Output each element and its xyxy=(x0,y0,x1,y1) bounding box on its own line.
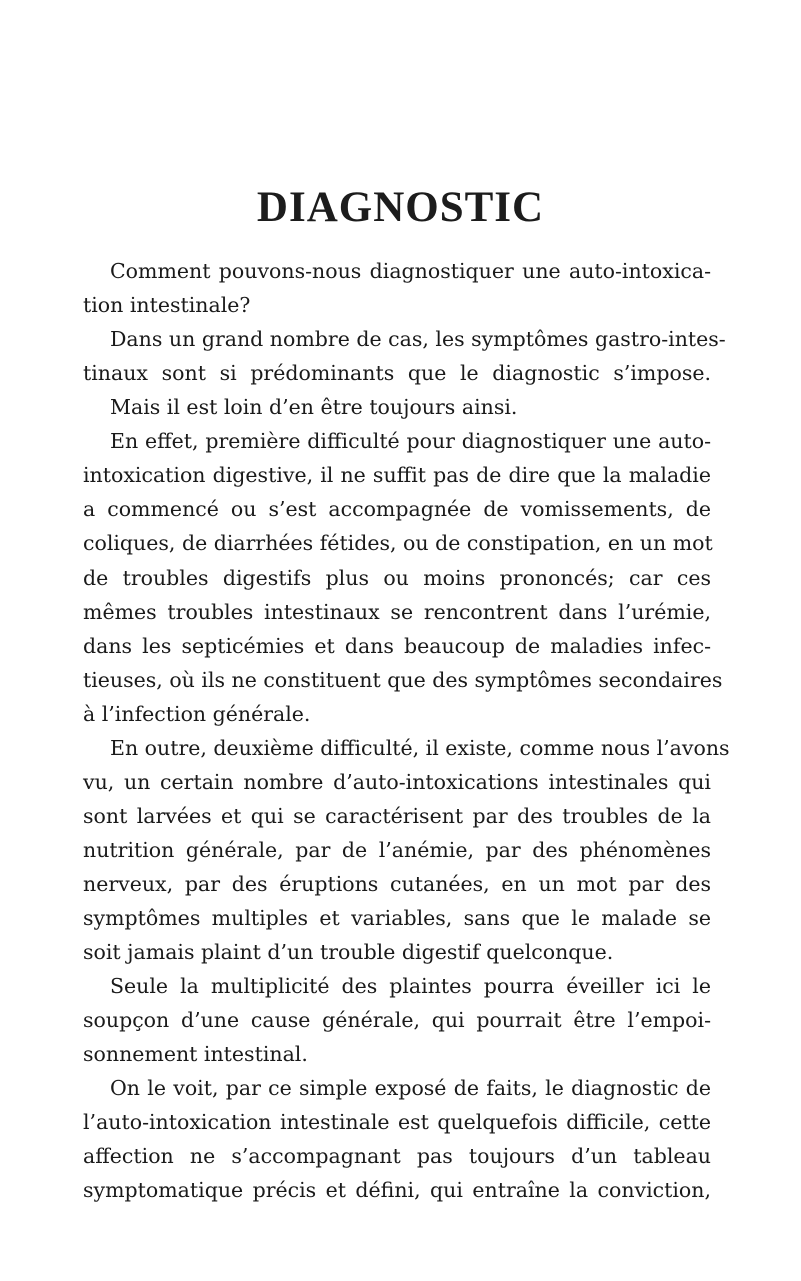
text-line: On le voit, par ce simple exposé de faits, le diagnostic de xyxy=(110,1076,711,1101)
text-line: tion intestinale? xyxy=(83,293,251,318)
text-line: tinaux sont si prédominants que le diagnostic s’impose. xyxy=(83,361,711,386)
text-line: En outre, deuxième difficulté, il existe, comme nous l’avons xyxy=(110,735,730,760)
text-line: l’auto-intoxication intestinale est quelquefois difficile, cette xyxy=(83,1110,711,1135)
text-line: coliques, de diarrhées fétides, ou de constipation, en un mot xyxy=(83,531,713,556)
text-line: à l’infection générale. xyxy=(83,701,311,726)
text-line: Mais il est loin d’en être toujours ainsi. xyxy=(110,395,518,420)
text-line: de troubles digestifs plus ou moins prononcés; car ces xyxy=(83,565,711,590)
chapter-title: DIAGNOSTIC xyxy=(256,184,545,231)
text-line: dans les septicémies et dans beaucoup de maladies infec- xyxy=(83,633,711,658)
text-line: mêmes troubles intestinaux se rencontrent dans l’urémie, xyxy=(83,599,711,624)
text-line: tieuses, où ils ne constituent que des symptômes secondaires xyxy=(83,667,723,692)
text-line: nerveux, par des éruptions cutanées, en un mot par des xyxy=(83,871,711,896)
text-line: vu, un certain nombre d’auto-intoxications intestinales qui xyxy=(83,769,711,794)
text-line: Comment pouvons-nous diagnostiquer une auto-intoxica- xyxy=(110,259,711,283)
text-line: nutrition générale, par de l’anémie, par des phénomènes xyxy=(83,837,711,862)
text-line: affection ne s’accompagnant pas toujours d’un tableau xyxy=(83,1144,711,1169)
text-line: a commencé ou s’est accompagnée de vomissements, de xyxy=(83,497,711,522)
text-line: intoxication digestive, il ne suffit pas de dire que la maladie xyxy=(83,463,711,488)
text-line: soit jamais plaint d’un trouble digestif quelconque. xyxy=(83,940,614,964)
text-line: sonnement intestinal. xyxy=(83,1042,308,1067)
text-line: Seule la multiplicité des plaintes pourra éveiller ici le xyxy=(110,974,711,998)
text-line: Dans un grand nombre de cas, les symptômes gastro-intes- xyxy=(110,327,726,352)
text-line: symptômes multiples et variables, sans que le malade se xyxy=(83,905,711,930)
text-line: symptomatique précis et défini, qui entraîne la conviction, xyxy=(83,1178,711,1203)
text-line: En effet, première difficulté pour diagnostiquer une auto- xyxy=(110,429,711,454)
text-line: soupçon d’une cause générale, qui pourrait être l’empoi- xyxy=(83,1008,711,1033)
text-line: sont larvées et qui se caractérisent par des troubles de la xyxy=(83,803,711,828)
